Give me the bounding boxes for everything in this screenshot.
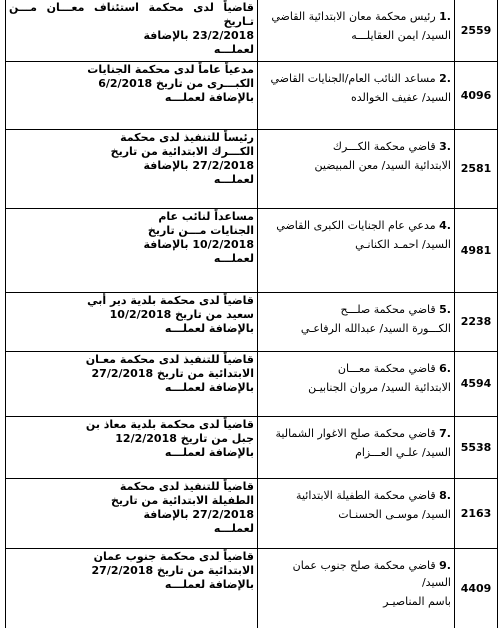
employee-number-cell: 5538 — [455, 416, 498, 478]
judge-position-cell — [258, 61, 455, 129]
sequence-number: 7. — [439, 426, 451, 440]
assignment-note-cell — [6, 416, 258, 478]
assignment-note-line: جبل من تاريخ 12/2/2018 — [115, 431, 254, 445]
sequence-number: 3. — [439, 139, 451, 153]
judge-position-cell — [258, 478, 455, 548]
employee-number-cell: 4594 — [455, 351, 498, 416]
current-position-text: مساعد النائب العام/الجنايات القاضي — [270, 71, 436, 85]
assignment-note-cell — [6, 129, 258, 208]
assignment-note-line: لعملـــه — [213, 43, 254, 56]
sequence-number: 6. — [439, 361, 451, 375]
current-position-text: قاضي محكمة صلـــح — [340, 302, 436, 316]
assignment-note-line: قاضياً لدى محكمة جنوب عمان — [93, 549, 254, 563]
judge-name-text: السيد/ عفيف الخوالده — [351, 90, 451, 104]
assignment-note-cell — [6, 0, 258, 61]
position-line — [261, 70, 451, 87]
position-line — [261, 487, 451, 504]
assignment-note-cell — [6, 208, 258, 292]
position-line — [261, 360, 451, 377]
current-position-text: قاضي محكمة الكـــرك — [332, 139, 436, 153]
assignment-note-line: 10/2/2018 بالإضافة — [143, 237, 254, 251]
table-row — [6, 351, 498, 416]
position-line — [261, 138, 451, 155]
judge-name-text: باسم المناصيـر — [383, 594, 451, 608]
assignment-note-line: قاضياً لدى محكمة استئناف معـــان مـــن تـاريخ — [9, 1, 254, 28]
position-line — [261, 217, 451, 234]
table-row — [6, 0, 498, 61]
sequence-number: 2. — [439, 71, 451, 85]
current-position-text: قاضي محكمة صلح الاغوار الشمالية — [275, 426, 436, 440]
assignment-note-line: الابتدائية من تاريخ 27/2/2018 — [91, 563, 254, 577]
current-position-text: رئيس محكمة معان الابتدائية القاضي — [271, 10, 436, 23]
assignment-note-line: لعملـــه — [213, 172, 254, 186]
judge-name-text: السيد/ علـي العـــزام — [355, 445, 451, 459]
judge-position-cell — [258, 548, 455, 628]
assignment-note-line: الطفيلة الابتدائية من تاريخ — [110, 493, 254, 507]
judge-name-text: الابتدائية السيد/ مروان الجنابيـن — [308, 380, 451, 394]
assignment-note-line: لعملـــه — [213, 521, 254, 535]
judge-name-text: السيد/ ايمن العقايلـــه — [351, 29, 451, 42]
sequence-number: 1. — [439, 10, 451, 23]
assignment-note-line: الابتدائية من تاريخ 27/2/2018 — [91, 366, 254, 380]
position-line — [261, 301, 451, 318]
assignment-note-cell — [6, 61, 258, 129]
judge-position-cell — [258, 416, 455, 478]
assignment-note-line: رئيساً للتنفيذ لدى محكمة — [120, 130, 254, 144]
table-row — [6, 292, 498, 351]
judge-position-cell — [258, 351, 455, 416]
employee-number-cell: 2238 — [455, 292, 498, 351]
assignment-note-line: بالإضافة لعملـــه — [164, 380, 254, 394]
assignment-note-line: لعملـــه — [213, 251, 254, 265]
position-line — [261, 8, 451, 25]
current-position-text: قاضي محكمة معـــان — [337, 361, 436, 375]
current-position-text: مدعي عام الجنايات الكبرى القاضي — [276, 218, 436, 232]
sequence-number: 5. — [439, 302, 451, 316]
judge-position-cell — [258, 0, 455, 61]
table-row — [6, 129, 498, 208]
assignment-note-line: بالإضافة لعملـــه — [164, 321, 254, 335]
assignment-note-line: الكـــرك الابتدائية من تاريخ — [110, 144, 254, 158]
judge-position-cell — [258, 129, 455, 208]
table-row — [6, 416, 498, 478]
sequence-number: 8. — [439, 488, 451, 502]
appointments-table-body — [6, 0, 498, 628]
assignment-note-cell — [6, 292, 258, 351]
judge-position-cell — [258, 208, 455, 292]
employee-number-cell: 2581 — [455, 129, 498, 208]
judge-name-text: السيد/ احمـد الكنانـي — [355, 237, 451, 251]
judge-name-text: الكـــورة السيد/ عبدالله الرفاعـي — [300, 321, 451, 335]
position-line — [261, 557, 451, 591]
employee-number-cell: 4981 — [455, 208, 498, 292]
assignment-note-line: مدعياً عاماً لدى محكمة الجنايات — [87, 62, 254, 76]
judge-name-text: السيد/ موسـى الحسنـات — [338, 507, 451, 521]
assignment-note-cell — [6, 351, 258, 416]
table-row — [6, 548, 498, 628]
assignment-note-line: بالإضافة لعملـــه — [164, 90, 254, 104]
assignment-note-line: بالإضافة لعملـــه — [164, 445, 254, 459]
assignment-note-line: سعيد من تاريخ 10/2/2018 — [109, 307, 254, 321]
employee-number-cell: 2559 — [455, 0, 498, 61]
assignment-note-line: مساعداً لنائب عام — [158, 209, 254, 223]
assignment-note-line: الجنايات مـــن تاريخ — [147, 223, 254, 237]
current-position-text: قاضي محكمة الطفيلة الابتدائية — [296, 488, 436, 502]
assignment-note-line: 27/2/2018 بالإضافة — [143, 507, 254, 521]
assignment-note-line: قاضياً لدى محكمة بلدية معاذ بن — [85, 417, 254, 431]
assignment-note-line: قاضياً لدى محكمة بلدية دير أبي — [87, 293, 254, 307]
assignment-note-line: 27/2/2018 بالإضافة — [143, 158, 254, 172]
employee-number-cell: 2163 — [455, 478, 498, 548]
appointments-table — [5, 0, 498, 628]
assignment-note-line: الكبـــرى من تاريخ 6/2/2018 — [98, 76, 254, 90]
assignment-note-cell — [6, 548, 258, 628]
employee-number-cell: 4409 — [455, 548, 498, 628]
assignment-note-line: قاضياً للتنفيذ لدى محكمة — [119, 479, 254, 493]
table-row — [6, 208, 498, 292]
assignment-note-line: قاضياً للتنفيذ لدى محكمة معـان — [85, 352, 254, 366]
assignment-note-cell — [6, 478, 258, 548]
document-page — [5, 0, 498, 629]
assignment-note-line: بالإضافة لعملـــه — [164, 577, 254, 591]
judge-name-text: الابتدائية السيد/ معن المبيضين — [314, 158, 451, 172]
employee-number-cell: 4096 — [455, 61, 498, 129]
current-position-text: قاضي محكمة صلح جنوب عمان السيد/ — [292, 558, 451, 589]
sequence-number: 4. — [439, 218, 451, 232]
position-line — [261, 425, 451, 442]
sequence-number: 9. — [439, 558, 451, 572]
table-row — [6, 61, 498, 129]
assignment-note-line: 23/2/2018 بالإضافة — [143, 29, 254, 42]
judge-position-cell — [258, 292, 455, 351]
table-row — [6, 478, 498, 548]
